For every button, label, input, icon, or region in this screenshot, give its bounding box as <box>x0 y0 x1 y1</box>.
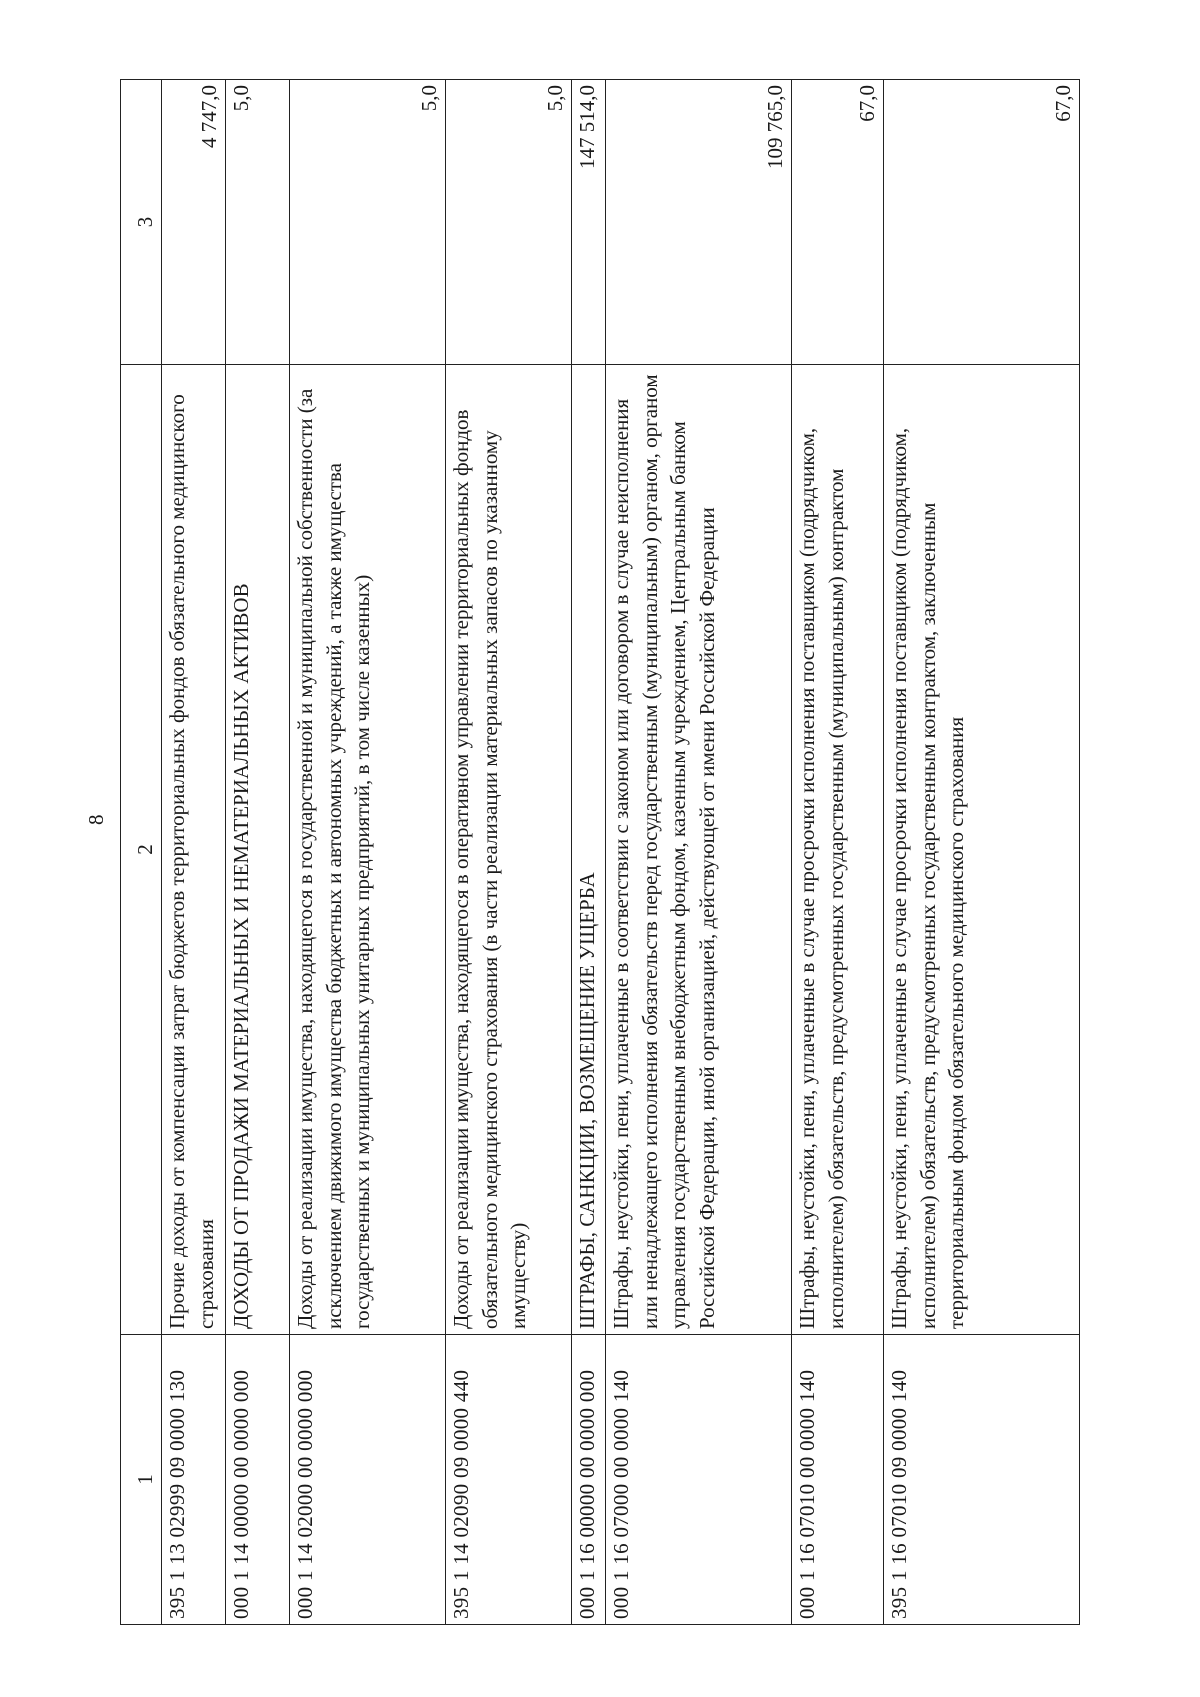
budget-code: 395 1 16 07010 09 0000 140 <box>884 1335 1080 1625</box>
table-row <box>162 80 226 1625</box>
table-row <box>290 80 446 1625</box>
table-header-row <box>121 80 162 1625</box>
revenue-name: Штрафы, неустойки, пени, уплаченные в случае просрочки исполнения поставщиком (подрядчиком, исполнителем) обязательств, предусмотренных государственным контрактом, заключенным территориальным фондом обязательного медицинского страхования <box>884 365 1080 1335</box>
revenue-name: ШТРАФЫ, САНКЦИИ, ВОЗМЕЩЕНИЕ УЩЕРБА <box>572 365 606 1335</box>
budget-code: 000 1 14 00000 00 0000 000 <box>226 1335 290 1625</box>
table-row <box>792 80 884 1625</box>
revenue-table <box>120 79 1080 1625</box>
header-col-1: 1 <box>121 1335 162 1625</box>
budget-code: 395 1 14 02090 09 0000 440 <box>446 1335 572 1625</box>
budget-code: 000 1 16 07010 00 0000 140 <box>792 1335 884 1625</box>
table-row <box>226 80 290 1625</box>
table-row <box>446 80 572 1625</box>
amount: 147 514,0 <box>572 80 606 365</box>
budget-code: 000 1 16 07000 00 0000 140 <box>606 1335 792 1625</box>
budget-code: 000 1 14 02000 00 0000 000 <box>290 1335 446 1625</box>
revenue-name: Доходы от реализации имущества, находящегося в государственной и муниципальной собственности (за исключением движимого имущества бюджетных и автономных учреждений, а также имущества государственных и муниципальных унитарных предприятий, в том числе казенных) <box>290 365 446 1335</box>
table-row <box>572 80 606 1625</box>
amount: 4 747,0 <box>162 80 226 365</box>
revenue-name: ДОХОДЫ ОТ ПРОДАЖИ МАТЕРИАЛЬНЫХ И НЕМАТЕРИАЛЬНЫХ АКТИВОВ <box>226 365 290 1335</box>
header-col-2: 2 <box>121 365 162 1335</box>
amount: 5,0 <box>446 80 572 365</box>
revenue-name: Штрафы, неустойки, пени, уплаченные в соответствии с законом или договором в случае неисполнения или ненадлежащего исполнения обязательств перед государственным (муниципальным) органом, органом управления государственным внебюджетным фондом, казенным учреждением, Центральным банком Российской Федерации, иной организацией, действующей от имени Российской Федерации <box>606 365 792 1335</box>
amount: 67,0 <box>792 80 884 365</box>
revenue-name: Штрафы, неустойки, пени, уплаченные в случае просрочки исполнения поставщиком (подрядчиком, исполнителем) обязательств, предусмотренных государственным (муниципальным) контрактом <box>792 365 884 1335</box>
revenue-name: Доходы от реализации имущества, находящегося в оперативном управлении территориальных фондов обязательного медицинского страхования (в части реализации материальных запасов по указанному имуществу) <box>446 365 572 1335</box>
budget-code: 000 1 16 00000 00 0000 000 <box>572 1335 606 1625</box>
page-number: 8 <box>84 814 108 825</box>
amount: 5,0 <box>290 80 446 365</box>
revenue-name: Прочие доходы от компенсации затрат бюджетов территориальных фондов обязательного медицинского страхования <box>162 365 226 1335</box>
budget-code: 395 1 13 02999 09 0000 130 <box>162 1335 226 1625</box>
amount: 67,0 <box>884 80 1080 365</box>
amount: 109 765,0 <box>606 80 792 365</box>
header-col-3: 3 <box>121 80 162 365</box>
revenue-table-sheet <box>120 80 1080 1625</box>
table-row <box>884 80 1080 1625</box>
amount: 5,0 <box>226 80 290 365</box>
table-row <box>606 80 792 1625</box>
